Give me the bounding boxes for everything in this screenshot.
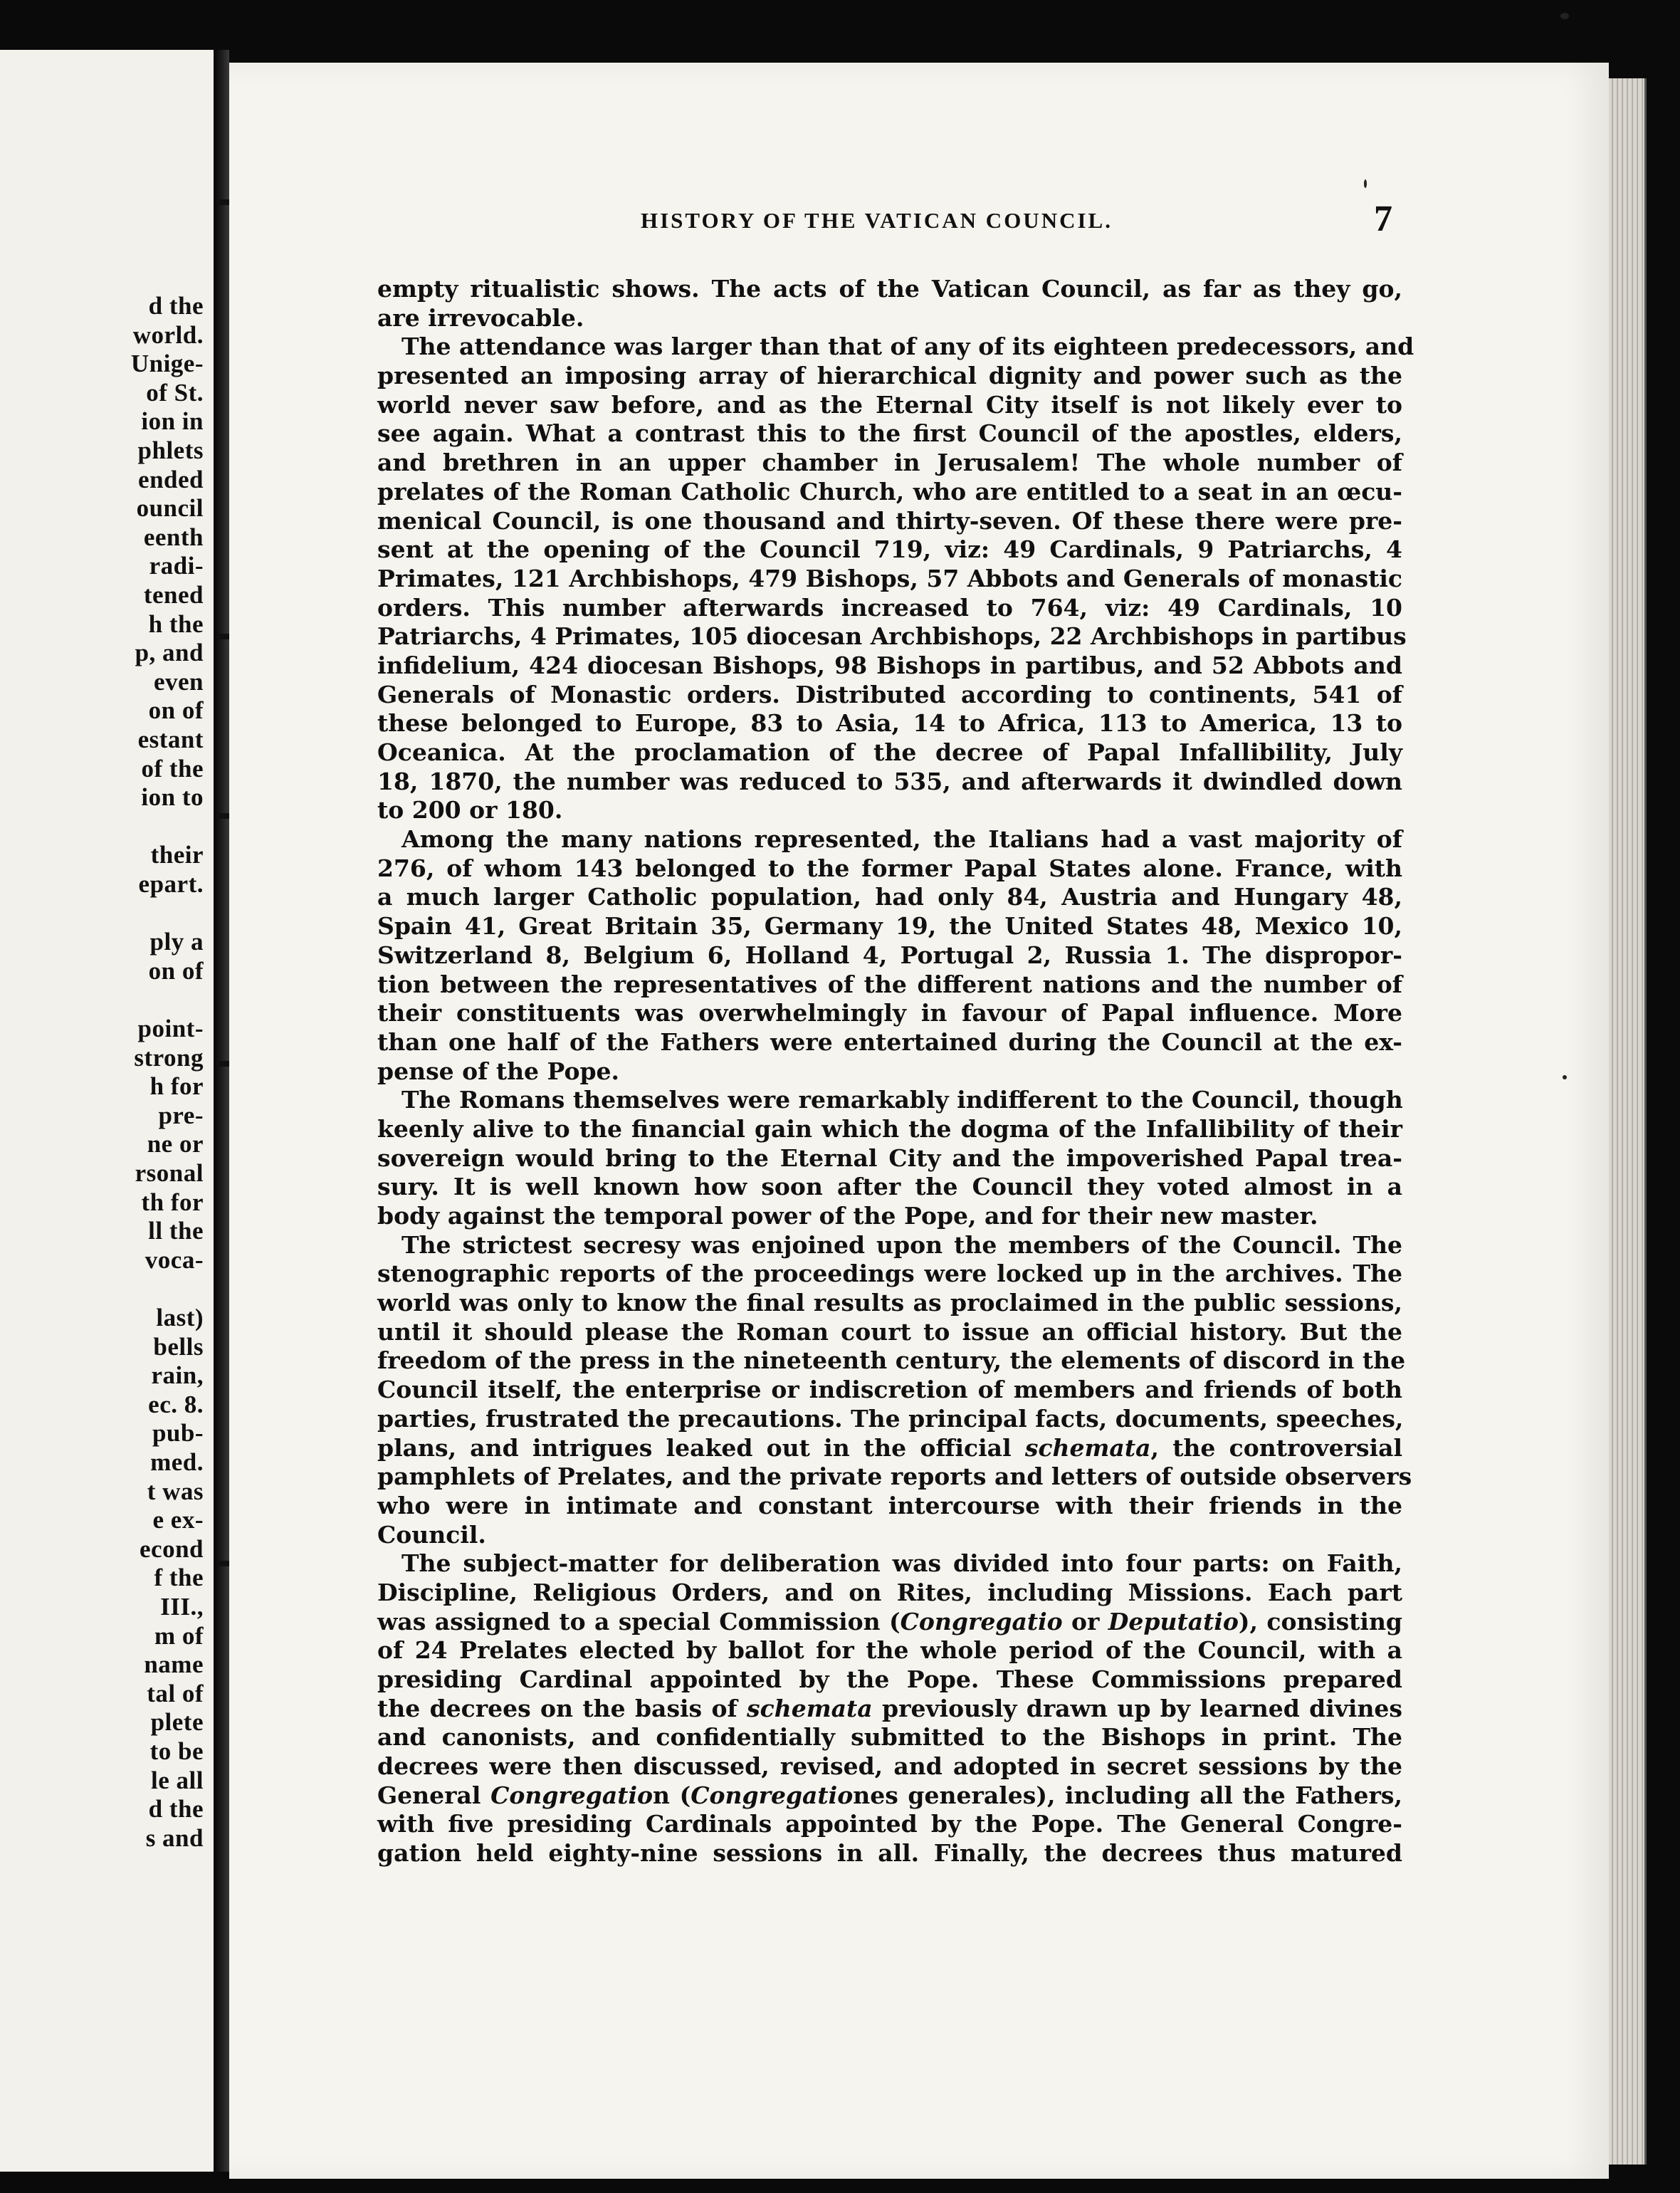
scan-speck (1563, 1075, 1567, 1079)
left-page-line: epart. (138, 870, 204, 898)
left-page-line: strong (134, 1043, 204, 1072)
left-page-line: d the (148, 1795, 204, 1823)
text-line: plans, and intrigues leaked out in the official schemata, the controversial (377, 1433, 1402, 1462)
left-page-line: tened (143, 581, 204, 609)
left-page-line: to be (149, 1737, 204, 1765)
left-page-line: even (153, 667, 204, 696)
text-line: tion between the representatives of the different nations and the number of (377, 970, 1402, 998)
left-page-line: phlets (137, 436, 204, 464)
left-page-line: pub- (152, 1419, 204, 1448)
text-line: world was only to know the final results as proclaimed in the public sessions, (377, 1289, 1402, 1317)
left-page-line: th for (141, 1188, 204, 1216)
body-text (377, 275, 1414, 1868)
text-line: a much larger Catholic population, had only 84, Austria and Hungary 48, (377, 883, 1402, 911)
left-page-line: III., (160, 1593, 204, 1621)
left-page-line: s and (145, 1823, 204, 1852)
left-page-line: ll the (148, 1217, 204, 1245)
left-page-line: on of (148, 696, 204, 725)
text-line: sury. It is well known how soon after the Council they voted almost in a (377, 1173, 1402, 1201)
text-line: 18, 1870, the number was reduced to 535, and afterwards it dwindled down (377, 767, 1402, 795)
text-line: sent at the opening of the Council 719, viz: 49 Cardinals, 9 Patriarchs, 4 (377, 535, 1402, 564)
stitch-mark (216, 813, 231, 819)
text-line: until it should please the Roman court to issue an official history. But the (377, 1317, 1402, 1346)
text-line: 276, of whom 143 belonged to the former Papal States alone. France, with (377, 854, 1402, 882)
left-page-line: on of (148, 956, 204, 985)
text-line: freedom of the press in the nineteenth century, the elements of discord in the (377, 1346, 1406, 1375)
left-page-line: t was (147, 1477, 204, 1505)
left-page-line: world. (132, 320, 204, 349)
text-line: these belonged to Europe, 83 to Asia, 14 to Africa, 113 to America, 13 to (377, 709, 1402, 738)
text-line: to 200 or 180. (377, 796, 563, 825)
left-page-line: voca- (145, 1245, 204, 1274)
text-line: Council. (377, 1520, 486, 1549)
left-page-line: point- (137, 1015, 204, 1042)
text-line: Switzerland 8, Belgium 6, Holland 4, Portugal 2, Russia 1. The dispropor- (377, 941, 1402, 969)
text-line: The attendance was larger than that of any of its eighteen predecessors, and (401, 333, 1414, 361)
stitch-mark (216, 1561, 231, 1566)
left-page-line: their (150, 841, 204, 869)
text-line: presiding Cardinal appointed by the Pope. These Commissions prepared (377, 1665, 1402, 1693)
left-page-line: Unige- (130, 350, 204, 378)
text-line: Patriarchs, 4 Primates, 105 diocesan Archbishops, 22 Archbishops in partibus (377, 622, 1407, 651)
text-line: Spain 41, Great Britain 35, Germany 19, the United States 48, Mexico 10, (377, 912, 1402, 941)
left-page-line: bells (153, 1332, 204, 1361)
text-line: world never saw before, and as the Eternal City itself is not likely ever to (377, 390, 1402, 419)
binding-gutter (214, 50, 229, 2172)
text-line: was assigned to a special Commission (Congregatio or Deputatio), consisting (377, 1607, 1403, 1635)
left-page-line: ply a (149, 928, 204, 956)
running-head: HISTORY OF THE VATICAN COUNCIL. (641, 208, 1113, 233)
left-page-line: le all (151, 1766, 204, 1794)
text-line: presented an imposing array of hierarchical dignity and power such as the (377, 362, 1402, 390)
text-line: with five presiding Cardinals appointed by the Pope. The General Congre- (377, 1810, 1402, 1838)
left-page-line: plete (150, 1708, 204, 1737)
left-page-line: ouncil (136, 494, 204, 523)
text-line: gation held eighty-nine sessions in all. Finally, the decrees thus matured (377, 1839, 1402, 1868)
text-line: menical Council, is one thousand and thirty-seven. Of these there were pre- (377, 506, 1402, 535)
left-page-line: last) (156, 1304, 204, 1331)
scan-speck (1560, 13, 1569, 19)
text-line: Discipline, Religious Orders, and on Rites, including Missions. Each part (377, 1578, 1402, 1606)
text-line: prelates of the Roman Catholic Church, who are entitled to a seat in an œcu- (377, 477, 1402, 506)
left-page-line: rain, (151, 1361, 204, 1390)
left-page-line: eenth (143, 523, 204, 551)
left-page-line: ended (138, 465, 204, 493)
text-line: and canonists, and confidentially submitted to the Bishops in print. The (377, 1723, 1402, 1752)
left-page-line: h the (148, 609, 204, 638)
text-line: keenly alive to the financial gain which the dogma of the Infallibility of their (377, 1114, 1402, 1143)
text-line: stenographic reports of the proceedings were locked up in the archives. The (377, 1260, 1402, 1288)
text-line: Oceanica. At the proclamation of the decree of Papal Infallibility, July (377, 738, 1402, 766)
left-page-line: estant (137, 726, 204, 753)
text-line: Among the many nations represented, the Italians had a vast majority of (401, 825, 1402, 854)
text-line: infidelium, 424 diocesan Bishops, 98 Bishops in partibus, and 52 Abbots and (377, 651, 1402, 679)
scan-speck (1364, 179, 1367, 188)
left-page-line: of St. (146, 378, 204, 407)
stitch-mark (216, 199, 231, 205)
text-line: the decrees on the basis of schemata previously drawn up by learned divines (377, 1694, 1403, 1722)
left-page-line: ne or (147, 1130, 204, 1158)
text-line: General Congregation (Congregationes generales), including all the Fathers, (377, 1781, 1402, 1809)
text-line: The subject-matter for deliberation was divided into four parts: on Faith, (401, 1549, 1402, 1578)
text-line: of 24 Prelates elected by ballot for the whole period of the Council, with a (377, 1636, 1402, 1665)
text-line: parties, frustrated the precautions. The principal facts, documents, speeches, (377, 1404, 1404, 1433)
left-page-line: m of (154, 1621, 204, 1650)
text-line: and brethren in an upper chamber in Jerusalem! The whole number of (377, 449, 1402, 477)
left-page-line: d the (148, 292, 204, 320)
text-line: The Romans themselves were remarkably indifferent to the Council, though (401, 1086, 1403, 1114)
stitch-mark (216, 1061, 231, 1067)
left-page-line: h for (149, 1072, 204, 1101)
left-page-line: radi- (149, 552, 204, 580)
left-page-line: p, and (135, 639, 204, 667)
left-page-line: name (144, 1650, 204, 1679)
text-line: are irrevocable. (377, 303, 584, 332)
left-page-fragment (0, 50, 214, 2172)
left-page-line: med. (150, 1448, 204, 1476)
left-page-line: tal of (147, 1679, 204, 1707)
text-line: body against the temporal power of the Pope, and for their new master. (377, 1202, 1318, 1230)
text-line: than one half of the Fathers were entertained during the Council at the ex- (377, 1027, 1402, 1056)
text-line: pamphlets of Prelates, and the private reports and letters of outside observers (377, 1462, 1412, 1491)
text-line: their constituents was overwhelmingly in favour of Papal influence. More (377, 999, 1402, 1027)
text-line: orders. This number afterwards increased to 764, viz: 49 Cardinals, 10 (377, 593, 1402, 622)
left-page-line: rsonal (135, 1159, 204, 1187)
stitch-mark (216, 634, 231, 639)
text-line: see again. What a contrast this to the first Council of the apostles, elders, (377, 419, 1402, 448)
text-line: Primates, 121 Archbishops, 479 Bishops, 57 Abbots and Generals of monastic (377, 564, 1402, 592)
text-line: decrees were then discussed, revised, and adopted in secret sessions by the (377, 1752, 1402, 1781)
left-page-line: ion to (141, 783, 204, 812)
text-line: The strictest secresy was enjoined upon the members of the Council. The (401, 1230, 1402, 1259)
text-line: Generals of Monastic orders. Distributed according to continents, 541 of (377, 680, 1402, 708)
page-number: 7 (1374, 199, 1392, 239)
text-line: Council itself, the enterprise or indiscretion of members and friends of both (377, 1376, 1402, 1404)
text-line: pense of the Pope. (377, 1057, 620, 1085)
left-page-line: pre- (158, 1101, 204, 1129)
left-page-line: f the (154, 1564, 204, 1592)
text-line: sovereign would bring to the Eternal City and the impoverished Papal trea- (377, 1143, 1402, 1172)
left-page-line: ion in (141, 407, 204, 436)
left-page-line: e ex- (152, 1506, 204, 1534)
left-page-line: ec. 8. (148, 1390, 204, 1418)
text-line: empty ritualistic shows. The acts of the Vatican Council, as far as they go, (377, 275, 1402, 303)
text-line: who were in intimate and constant intercourse with their friends in the (377, 1491, 1402, 1519)
page-edge-stack (1609, 78, 1647, 2165)
left-page-line: econd (140, 1534, 204, 1563)
left-page-line: of the (141, 754, 204, 783)
